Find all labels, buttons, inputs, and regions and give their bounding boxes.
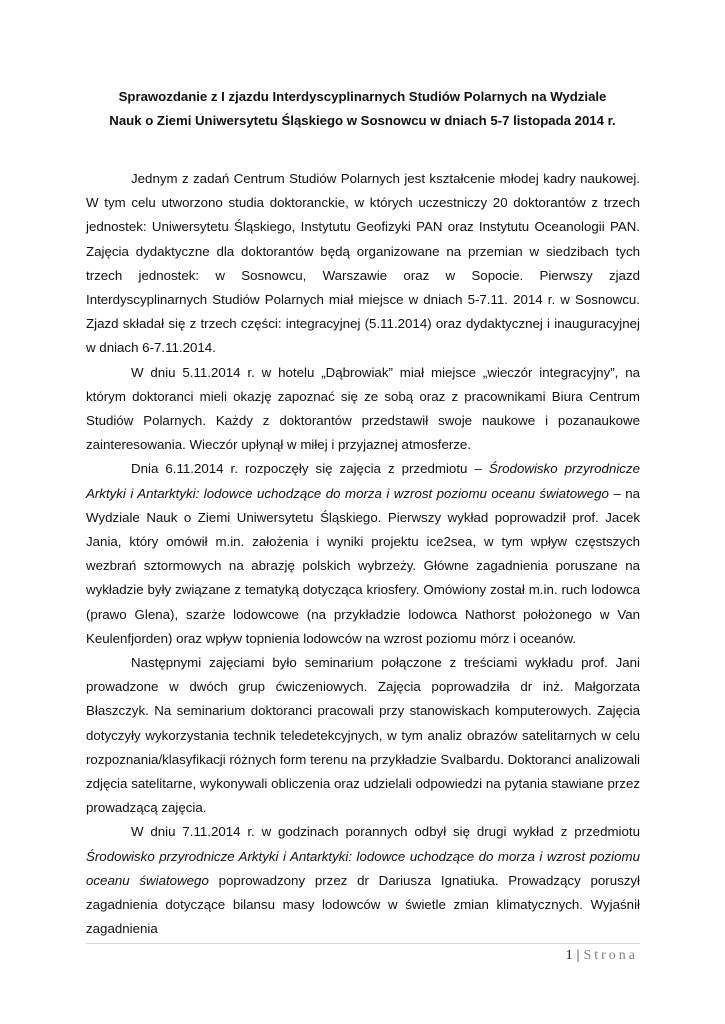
course-title-italic-2: Środowisko przyrodnicze Arktyki i Antarktyki: lodowce uchodzące do morza i wzrost poziomu oceanu światowego <box>86 848 640 888</box>
document-title <box>60 85 665 133</box>
page-footer <box>566 948 638 964</box>
paragraph-5 <box>86 820 640 941</box>
page-label: Strona <box>583 948 638 963</box>
course-title-italic: Środowisko przyrodnicze Arktyki i Antarktyki: lodowce uchodzące do morza i wzrost poziomu oceanu światowego <box>86 461 640 501</box>
paragraph-5-rest: poprowadzony przez dr Dariusza Ignatiuka. Prowadzący poruszył zagadnienia dotyczące bilansu masy lodowców w świetle zmian klimatycznych. Wyjaśnił zagadnienia <box>86 872 640 937</box>
paragraph-2: W dniu 5.11.2014 r. w hotelu „Dąbrowiak” miał miejsce „wieczór integracyjny”, na którym doktoranci mieli okazję zapoznać się ze sobą oraz z pracownikami Biura Centrum Studiów Polarnych. Każdy z doktorantów przedstawił swoje naukowe i pozanaukowe zainteresowania. Wieczór upłynął w miłej i przyjaznej atmosferze. <box>86 364 640 453</box>
paragraph-5-intro: W dniu 7.11.2014 r. w godzinach porannych odbył się drugi wykład z przedmiotu <box>131 824 640 840</box>
page-number: 1 <box>565 948 573 963</box>
paragraph-3-rest: – na Wydziale Nauk o Ziemi Uniwersytetu Śląskiego. Pierwszy wykład poprowadził prof. Jacek Jania, który omówił m.in. założenia i wyniki projektu ice2sea, w tym wpływ częstszych wezbrań sztormowych na abrazję polskich wybrzeży. Główne zagadnienia poruszane na wykładzie były związane z tematyką dotycząca kriosfery. Omówiony został m.in. ruch lodowca (prawo Glena), szarże lodowcowe (na przykładzie lodowca Nathorst położonego w Van Keulenfjorden) oraz wpływ topnienia lodowców na wzrost poziomu mórz i oceanów. <box>86 485 641 646</box>
document-body <box>86 167 640 942</box>
title-line-2: Nauk o Ziemi Uniwersytetu Śląskiego w Sosnowcu w dniach 5-7 listopada 2014 r. <box>109 113 616 128</box>
paragraph-4: Następnymi zajęciami było seminarium połączone z treściami wykładu prof. Jani prowadzone w dwóch grup ćwiczeniowych. Zajęcia poprowadziła dr inż. Małgorzata Błaszczyk. Na seminarium doktoranci pracowali przy stanowiskach komputerowych. Zajęcia dotyczyły wykorzystania technik teledetekcyjnych, w tym analiz obrazów satelitarnych w celu rozpoznania/klasyfikacji różnych form terenu na przykładzie Svalbardu. Doktoranci analizowali zdjęcia satelitarne, wykonywali obliczenia oraz udzielali odpowiedzi na pytania stawiane przez prowadzącą zajęcia. <box>86 655 640 816</box>
paragraph-1: Jednym z zadań Centrum Studiów Polarnych jest kształcenie młodej kadry naukowej. W tym celu utworzono studia doktoranckie, w których uczestniczy 20 doktorantów z trzech jednostek: Uniwersytetu Śląskiego, Instytutu Geofizyki PAN oraz Instytutu Oceanologii PAN. Zajęcia dydaktyczne dla doktorantów będą organizowane na przemian w siedzibach tych trzech jednostek: w Sosnowcu, Warszawie oraz w Sopocie. Pierwszy zjazd Interdyscyplinarnych Studiów Polarnych miał miejsce w dniach 5-7.11. 2014 r. w Sosnowcu. Zjazd składał się z trzech części: integracyjnej (5.11.2014) oraz dydaktycznej i inauguracyjnej w dniach 6-7.11.2014. <box>86 171 640 356</box>
footer-separator: | <box>576 948 580 963</box>
paragraph-3 <box>86 457 640 651</box>
title-line-1: Sprawozdanie z I zjazdu Interdyscyplinarnych Studiów Polarnych na Wydziale <box>118 89 607 104</box>
footer-divider <box>86 943 640 944</box>
paragraph-3-intro: Dnia 6.11.2014 r. rozpoczęły się zajęcia z przedmiotu – <box>131 461 489 477</box>
